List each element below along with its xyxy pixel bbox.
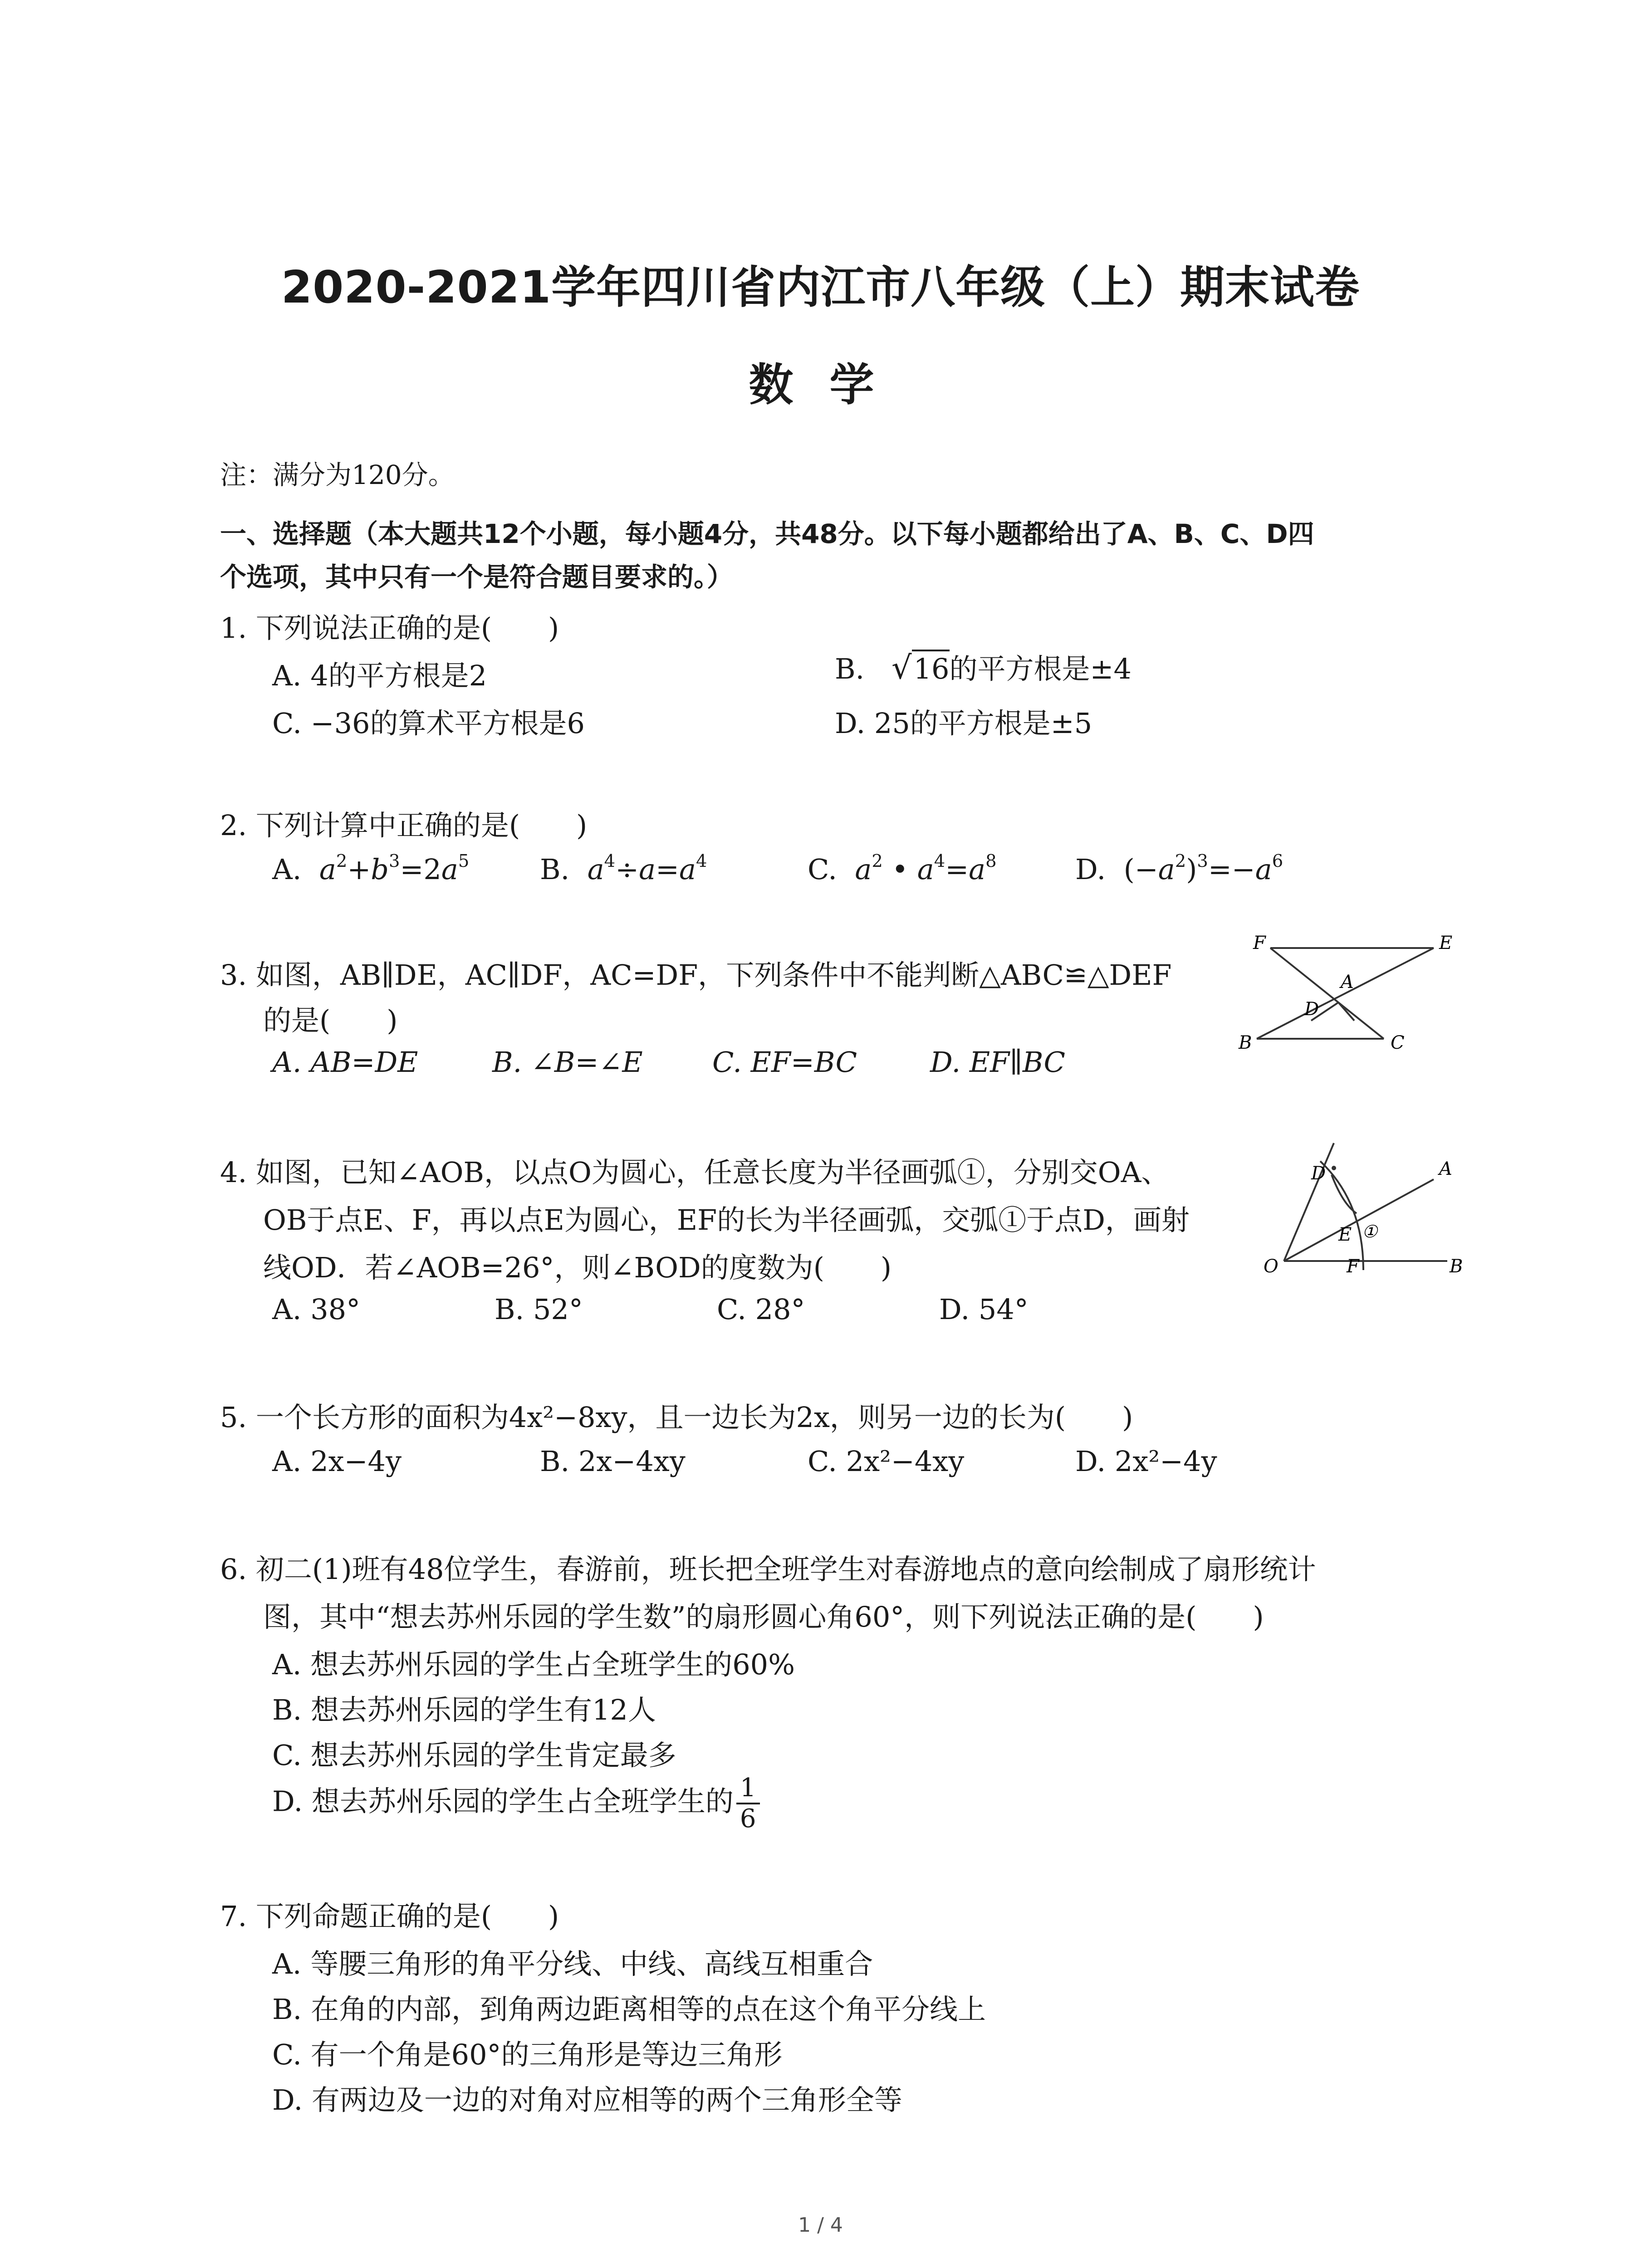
q6-option-d — [272, 1774, 760, 1834]
q2-d-var: a — [1158, 853, 1175, 886]
q3-stem-line2: 的是( ) — [263, 1004, 398, 1037]
q7-option-b: B. 在角的内部，到角两边距离相等的点在这个角平分线上 — [272, 1993, 986, 2026]
q6-line1: 6. 初二(1)班有48位学生，春游前，班长把全班学生对春游地点的意向绘制成了扇形统计 — [220, 1553, 1316, 1586]
q2-a-var2: a — [441, 853, 458, 886]
q3-option-c: C. EF=BC — [712, 1046, 857, 1079]
q4-figure — [1243, 1134, 1470, 1279]
q2-option-b-label: B. — [540, 853, 570, 886]
subject-title: 数学 — [749, 359, 911, 411]
q4-line3: 线OD．若∠AOB=26°，则∠BOD的度数为( ) — [263, 1251, 892, 1284]
label-e: E — [1338, 1224, 1352, 1245]
q6-option-d-fraction — [736, 1774, 760, 1834]
q2-c-exp2: 4 — [934, 851, 945, 872]
q3-option-d: D. EF∥BC — [930, 1046, 1065, 1079]
q2-option-c — [808, 853, 997, 886]
section-header-line2: 个选项，其中只有一个是符合题目要求的。） — [220, 562, 734, 592]
q3-option-a: A. AB=DE — [272, 1046, 418, 1079]
q6-option-a: A. 想去苏州乐园的学生占全班学生的60% — [272, 1648, 795, 1681]
q2-c-var: a — [855, 853, 872, 886]
q2-d-exp3: 6 — [1272, 851, 1283, 872]
q2-c-var2: a — [917, 853, 934, 886]
q2-a-exp2: 3 — [388, 851, 400, 872]
q7-option-d: D. 有两边及一边的对角对应相等的两个三角形全等 — [272, 2083, 902, 2116]
q1-option-b-radicand: 16 — [912, 650, 950, 685]
q4-option-b: B. 52° — [495, 1293, 583, 1326]
q2-a-var-b: b — [371, 853, 389, 886]
q2-c-exp3: 8 — [985, 851, 997, 872]
ray-od — [1284, 1143, 1334, 1261]
label-c: C — [1391, 1032, 1405, 1053]
q2-option-d-label: D. — [1075, 853, 1106, 886]
q2-option-a-label: A. — [272, 853, 302, 886]
q2-d-open: (− — [1123, 853, 1158, 886]
q3-stem-line1: 3. 如图，AB∥DE，AC∥DF，AC=DF，下列条件中不能判断△ABC≌△DEF — [220, 958, 1172, 992]
q1-option-b — [835, 646, 1132, 687]
q5-option-b: B. 2x−4xy — [540, 1445, 686, 1478]
ray-oa — [1284, 1179, 1434, 1261]
point-d — [1332, 1166, 1336, 1170]
label-d: D — [1311, 1163, 1326, 1184]
label-b: B — [1239, 1032, 1252, 1053]
q2-a-var: a — [319, 853, 336, 886]
label-a: A — [1341, 972, 1354, 992]
q2-a-exp3: 5 — [458, 851, 470, 872]
q2-d-var2: a — [1255, 853, 1272, 886]
fraction-numerator: 1 — [736, 1774, 760, 1804]
label-d: D — [1304, 999, 1319, 1020]
page-number: 1 / 4 — [798, 2214, 843, 2237]
q1-option-a: A. 4的平方根是2 — [272, 659, 487, 692]
q1-stem: 1. 下列说法正确的是( ) — [220, 611, 559, 645]
q7-option-a: A. 等腰三角形的角平分线、中线、高线互相重合 — [272, 1947, 873, 1980]
q5-stem: 5. 一个长方形的面积为4x²−8xy，且一边长为2x，则另一边的长为( ) — [220, 1401, 1133, 1434]
label-arc-1: ① — [1362, 1222, 1378, 1242]
label-a: A — [1439, 1158, 1452, 1179]
arc-1 — [1320, 1161, 1363, 1270]
q2-a-plus: + — [347, 853, 371, 886]
q2-stem: 2. 下列计算中正确的是( ) — [220, 809, 588, 842]
q2-a-exp1: 2 — [336, 851, 348, 872]
q2-c-var3: a — [969, 853, 986, 886]
q2-c-eq: = — [945, 853, 969, 886]
section-header-line1: 一、选择题（本大题共12个小题，每小题4分，共48分。以下每小题都给出了A、B、C、D四 — [220, 518, 1314, 549]
q4-line1: 4. 如图，已知∠AOB，以点O为圆心，任意长度为半径画弧①，分别交OA、 — [220, 1156, 1170, 1189]
q1-option-c: C. −36的算术平方根是6 — [272, 707, 585, 740]
q6-option-d-text: D. 想去苏州乐园的学生占全班学生的 — [272, 1784, 734, 1818]
q6-option-c: C. 想去苏州乐园的学生肯定最多 — [272, 1739, 676, 1772]
q2-b-var2: a — [639, 853, 656, 886]
segment-fc — [1270, 948, 1384, 1039]
q2-b-eq: = — [656, 853, 679, 886]
label-f: F — [1253, 933, 1266, 953]
q6-line2: 图，其中“想去苏州乐园的学生数”的扇形圆心角60°，则下列说法正确的是( ) — [263, 1600, 1264, 1633]
label-o: O — [1264, 1256, 1279, 1277]
q2-b-exp2: 4 — [696, 851, 707, 872]
q7-option-c: C. 有一个角是60°的三角形是等边三角形 — [272, 2038, 783, 2071]
label-e: E — [1439, 933, 1453, 953]
q2-d-eq: =− — [1208, 853, 1255, 886]
q5-option-d: D. 2x²−4y — [1075, 1445, 1217, 1478]
q4-option-a: A. 38° — [272, 1293, 361, 1326]
q7-stem: 7. 下列命题正确的是( ) — [220, 1900, 559, 1933]
exam-title: 2020-2021学年四川省内江市八年级（上）期末试卷 — [281, 262, 1360, 313]
q2-d-exp1: 2 — [1175, 851, 1186, 872]
q2-d-exp2: 3 — [1197, 851, 1208, 872]
sqrt-symbol: √16 — [892, 649, 950, 686]
q6-option-b: B. 想去苏州乐园的学生有12人 — [272, 1693, 656, 1726]
q2-option-d — [1075, 853, 1283, 886]
q1-option-b-label: B. — [835, 652, 865, 685]
segment-ac — [1338, 1002, 1354, 1021]
segment-eb — [1257, 948, 1434, 1039]
q2-b-exp1: 4 — [604, 851, 616, 872]
q1-option-b-text: 的平方根是±4 — [949, 652, 1132, 685]
q5-option-a: A. 2x−4y — [272, 1445, 402, 1478]
q2-c-exp1: 2 — [872, 851, 883, 872]
q5-option-c: C. 2x²−4xy — [808, 1445, 965, 1478]
label-f: F — [1347, 1256, 1359, 1277]
label-b: B — [1450, 1256, 1463, 1277]
fraction-denominator: 6 — [740, 1804, 756, 1834]
q2-b-div: ÷ — [615, 853, 639, 886]
q1-option-d: D. 25的平方根是±5 — [835, 707, 1092, 740]
q2-option-c-label: C. — [808, 853, 837, 886]
q4-option-d: D. 54° — [939, 1293, 1029, 1326]
q4-line2: OB于点E、F，再以点E为圆心，EF的长为半径画弧，交弧①于点D，画射 — [263, 1203, 1190, 1237]
q2-a-eq: =2 — [400, 853, 441, 886]
q2-option-a — [272, 853, 469, 886]
q2-b-var: a — [587, 853, 604, 886]
q3-figure — [1225, 930, 1479, 1061]
q2-c-dot: • — [882, 853, 917, 886]
q4-option-c: C. 28° — [717, 1293, 805, 1326]
q2-b-var3: a — [679, 853, 696, 886]
q3-option-b: B. ∠B=∠E — [492, 1046, 643, 1079]
q2-option-b — [540, 853, 707, 886]
q2-d-close: ) — [1186, 853, 1197, 886]
score-note: 注：满分为120分。 — [220, 459, 455, 490]
